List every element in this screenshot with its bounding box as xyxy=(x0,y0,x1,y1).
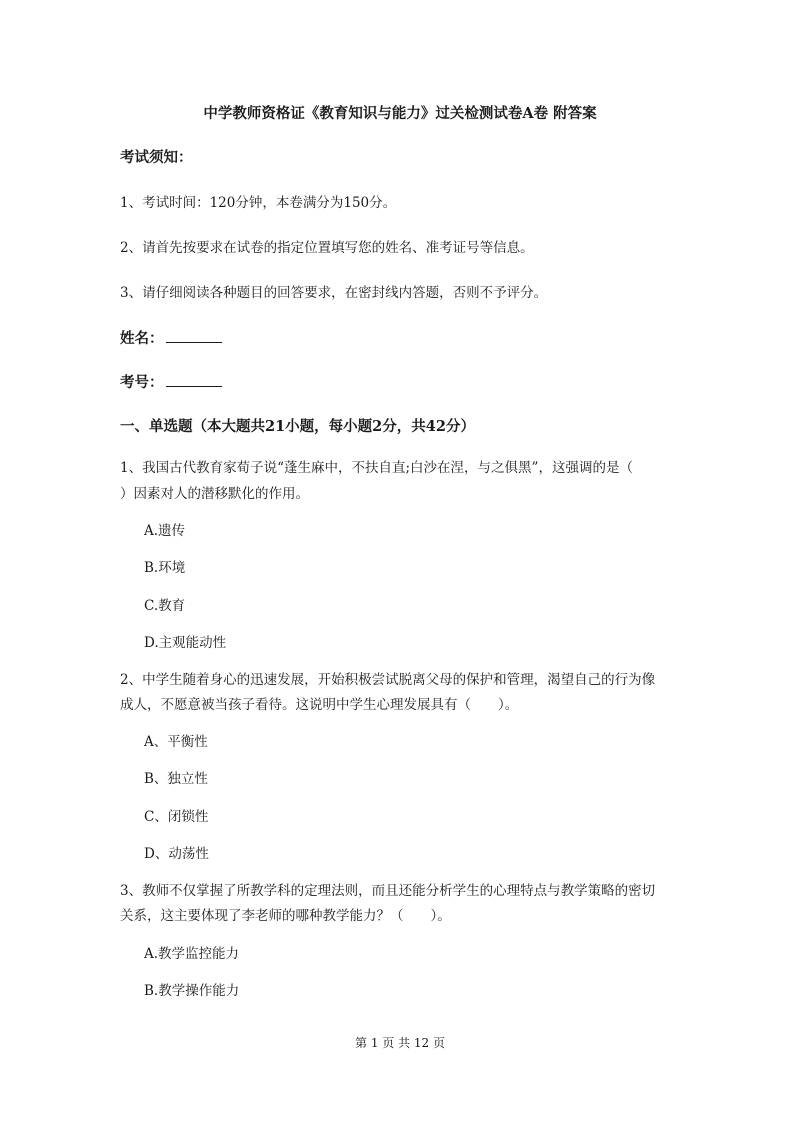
option-a: A.教学监控能力 xyxy=(144,946,240,962)
question-text: ）因素对人的潜移默化的作用。 xyxy=(120,486,309,502)
option-b: B、独立性 xyxy=(144,771,208,787)
notice-item: 3、请仔细阅读各种题目的回答要求，在密封线内答题，否则不予评分。 xyxy=(120,285,548,301)
id-blank xyxy=(166,372,222,387)
option-d: D.主观能动性 xyxy=(144,635,227,651)
name-blank xyxy=(166,328,222,343)
id-label: 考号： xyxy=(120,374,164,391)
exam-title: 中学教师资格证《教育知识与能力》过关检测试卷A卷 附答案 xyxy=(203,105,597,122)
option-b: B.教学操作能力 xyxy=(144,983,240,999)
question-text: 3、教师不仅掌握了所教学科的定理法则，而且还能分析学生的心理特点与教学策略的密切 xyxy=(120,883,656,899)
question-text: 关系，这主要体现了李老师的哪种教学能力？（ ）。 xyxy=(120,908,451,924)
name-field xyxy=(120,328,222,349)
option-c: C.教育 xyxy=(144,598,186,614)
option-c: C、闭锁性 xyxy=(144,809,209,825)
question-text: 成人，不愿意被当孩子看待。这说明中学生心理发展具有（ ）。 xyxy=(120,697,519,713)
option-b: B.环境 xyxy=(144,560,186,576)
option-a: A、平衡性 xyxy=(144,734,208,750)
option-a: A.遗传 xyxy=(144,523,186,539)
question-text: 1、我国古代教育家荀子说“蓬生麻中，不扶自直;白沙在涅，与之俱黑”，这强调的是（ xyxy=(120,460,633,476)
option-d: D、动荡性 xyxy=(144,846,209,862)
question-text: 2、中学生随着身心的迅速发展，开始积极尝试脱离父母的保护和管理，渴望自己的行为像 xyxy=(120,672,656,688)
notice-heading: 考试须知： xyxy=(120,149,193,166)
notice-item: 2、请首先按要求在试卷的指定位置填写您的姓名、准考证号等信息。 xyxy=(120,240,534,256)
id-field xyxy=(120,372,222,393)
name-label: 姓名： xyxy=(120,330,164,347)
notice-item: 1、考试时间：120分钟，本卷满分为150分。 xyxy=(120,195,397,211)
section-heading: 一、单选题（本大题共21小题，每小题2分，共42分） xyxy=(120,418,475,435)
page-footer: 第 1 页 共 12 页 xyxy=(355,1036,445,1050)
